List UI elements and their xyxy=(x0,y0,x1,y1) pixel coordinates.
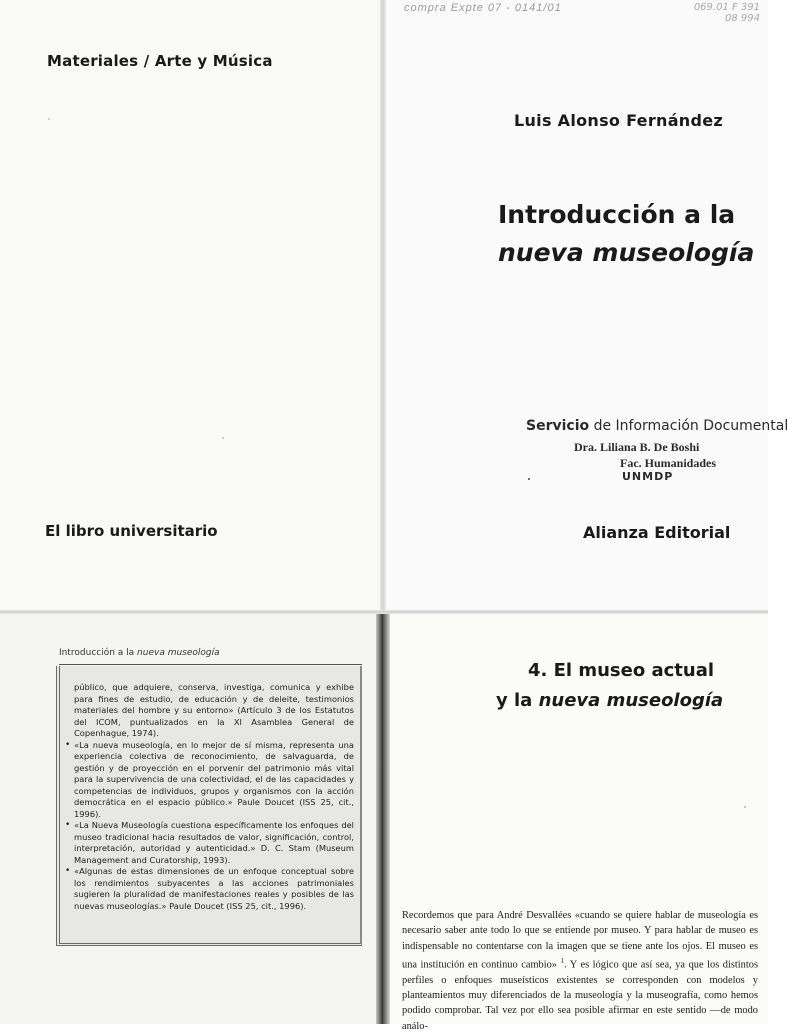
chapter-title-line-2 xyxy=(496,690,723,711)
running-head-rule xyxy=(59,664,362,665)
author-name: Luis Alonso Fernández xyxy=(514,111,724,130)
quotations-list xyxy=(60,666,360,912)
body-text-part-2: . Y es lógico que así sea, ya que los distintos perfiles o enfoques museísticos existentes se corresponden con modelos y planteamientos muy diferenciados de la museología y la museografía, como hemos podido comprobar. Tal vez por ello sea posible afirmar en este sentido —de modo análo- xyxy=(402,959,759,1032)
scan-speck xyxy=(528,478,530,480)
scan-speck xyxy=(48,118,50,120)
publisher-name: Alianza Editorial xyxy=(583,523,731,542)
quotation-item: • «Algunas de estas dimensiones de un enfoque conceptual sobre los rendimientos subyacentes a las acciones patrimoniales sugieren la pluralidad de manifestaciones reales y posibles de las nuevas museologías.» Paule Doucet (ISS 25, cit., 1996). xyxy=(74,866,354,912)
chapter-title-italic: nueva museología xyxy=(538,690,724,711)
stamp-service-word: Servicio xyxy=(526,418,590,434)
quotation-item: • «La Nueva Museología cuestiona específicamente los enfoques del museo tradicional hacia resultados de valor, significación, control, interpretación, autoridad y autenticidad.» D. C. Stam (Museum Management and Curatorship, 1993). xyxy=(74,820,354,866)
book-title-line-2: nueva museología xyxy=(498,238,755,267)
book-gutter-bottom xyxy=(376,612,390,1024)
handwritten-acquisition-note: compra Expte 07 - 0141/01 xyxy=(404,2,562,14)
handwritten-call-number: 069.01 F 391 08 994 xyxy=(693,2,760,24)
body-paragraph xyxy=(402,908,758,1034)
running-head xyxy=(59,648,220,658)
page-top-right xyxy=(384,0,768,612)
book-gutter-top xyxy=(380,0,386,612)
running-head-text: Introducción a la xyxy=(59,648,138,658)
stamp-faculty-line: Fac. Humanidades xyxy=(620,456,717,470)
stamp-service-rest: de Información Documental xyxy=(589,418,788,434)
stamp-service-line xyxy=(526,418,788,434)
scan-speck xyxy=(222,437,224,439)
book-title-line-1: Introducción a la xyxy=(498,200,736,229)
stamp-university-line: UNMDP xyxy=(622,470,674,483)
quotation-item: • «La nueva museología, en lo mejor de sí misma, representa una experiencia colectiva de reconocimiento, de salvaguarda, de gestión y de proyección en el porvenir del patrimonio más vital para la supervivencia de una colectividad, el de las capacidades y competencias de individuos, grupos y organismos con la acción democrática en el espacio público.» Paule Doucet (ISS 25, cit., 1996). xyxy=(74,740,354,821)
stamp-name-line: Dra. Liliana B. De Boshi xyxy=(574,440,700,454)
scan-fold-line xyxy=(0,610,768,614)
page-top-left xyxy=(0,0,382,612)
footnote-marker: 1 xyxy=(560,956,565,965)
series-label: Materiales / Arte y Música xyxy=(47,52,273,70)
chapter-title-line-1: 4. El museo actual xyxy=(528,660,715,681)
quotation-item: público, que adquiere, conserva, investiga, comunica y exhibe para fines de estudio, de educación y de deleite, testimonios materiales del hombre y su entorno» (Artículo 3 de los Estatutos del ICOM, puntualizados en la XI Asamblea General de Copenhague, 1974). xyxy=(74,682,354,738)
collection-label: El libro universitario xyxy=(45,522,218,540)
quotations-box xyxy=(56,666,362,946)
running-head-italic: nueva museología xyxy=(137,648,220,658)
body-text-part-1: Recordemos que para André Desvallées «cuando se quiere hablar de museología es necesario saber ante todo lo que se entiende por museo. Y para hablar de museo es indispensable no contentarse con la imagen que se tiene ante los ojos. El museo es una institución en continuo cambio» xyxy=(402,910,758,971)
scan-speck xyxy=(744,806,746,808)
chapter-title-prefix: y la xyxy=(496,690,539,711)
